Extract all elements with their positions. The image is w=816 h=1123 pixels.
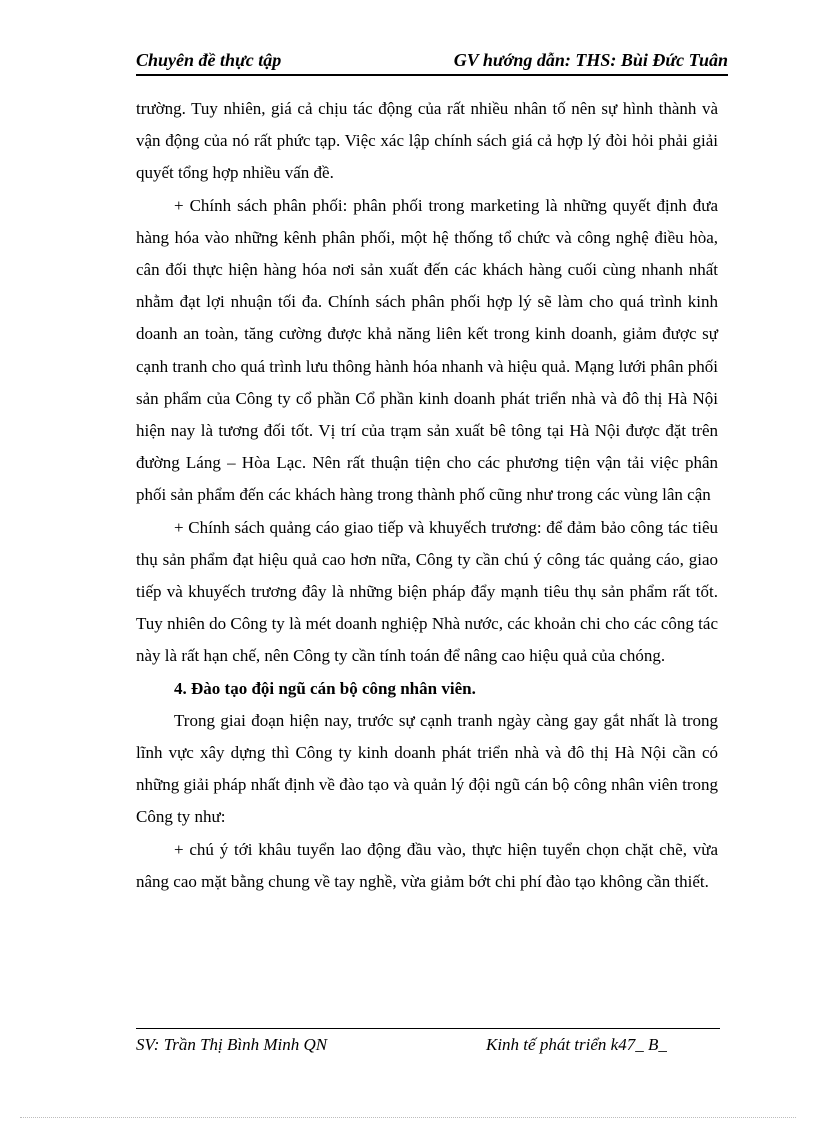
paragraph-advertising-policy: + Chính sách quảng cáo giao tiếp và khuyếch trương: để đảm bảo công tác tiêu thụ sản phẩm đạt hiệu quả cao hơn nữa, Công ty cần chú ý công tác quảng cáo, giao tiếp và khuyếch trương đây là những biện pháp đẩy mạnh tiêu thụ sản phẩm rất tốt. Tuy nhiên do Công ty là mét doanh nghiệp Nhà nước, các khoản chi cho các công tác này là rất hạn chế, nên Công ty cần tính toán để nâng cao hiệu quả của chóng. [136, 517, 718, 666]
paragraph-pricing-continued: trường. Tuy nhiên, giá cả chịu tác động của rất nhiều nhân tố nên sự hình thành và vận động của nó rất phức tạp. Việc xác lập chính sách giá cả hợp lý đòi hỏi phải giải quyết tổng hợp nhiều vấn đề. [136, 99, 718, 183]
header-supervisor: GV hướng dẫn: THS: Bùi Đức Tuân [453, 50, 728, 70]
page-footer [136, 1028, 720, 1054]
footer-class: Kinh tế phát triển k47_ B_ [486, 1035, 667, 1054]
footer-student: SV: Trần Thị Bình Minh QN [136, 1035, 328, 1054]
page-boundary [20, 1117, 796, 1118]
paragraph-recruitment: + chú ý tới khâu tuyển lao động đầu vào, thực hiện tuyển chọn chặt chẽ, vừa nâng cao mặt bằng chung về tay nghề, vừa giảm bớt chi phí đào tạo không cần thiết. [136, 839, 718, 891]
header-document-type: Chuyên đề thực tập [136, 50, 282, 70]
paragraph-training-intro: Trong giai đoạn hiện nay, trước sự cạnh tranh ngày càng gay gắt nhất là trong lĩnh vực xây dựng thì Công ty kinh doanh phát triển nhà và đô thị Hà Nội cần có những giải pháp nhất định về đào tạo và quản lý đội ngũ cán bộ công nhân viên trong Công ty như: [136, 710, 718, 827]
document-body [136, 93, 718, 898]
paragraph-distribution-policy: + Chính sách phân phối: phân phối trong marketing là những quyết định đưa hàng hóa vào những kênh phân phối, một hệ thống tổ chức và công nghệ điều hòa, cân đối thực hiện hàng hóa nơi sản xuất đến các khách hàng cuối cùng nhanh nhất nhằm đạt lợi nhuận tối đa. Chính sách phân phối hợp lý sẽ làm cho quá trình kinh doanh an toàn, tăng cường được khả năng liên kết trong kinh doanh, giảm được sự cạnh tranh cho quá trình lưu thông hành hóa nhanh và hiệu quả. Mạng lưới phân phối sản phẩm của Công ty cổ phần Cổ phần kinh doanh phát triển nhà và đô thị Hà Nội hiện nay là tương đối tốt. Vị trí của trạm sản xuất bê tông tại Hà Nội được đặt trên đường Láng – Hòa Lạc. Nên rất thuận tiện cho các phương tiện vận tải việc phân phối sản phẩm đến các khách hàng trong thành phố cũng như trong các vùng lân cận [136, 195, 718, 505]
page-header [136, 48, 728, 76]
section-heading-training: 4. Đào tạo đội ngũ cán bộ công nhân viên. [174, 678, 476, 698]
